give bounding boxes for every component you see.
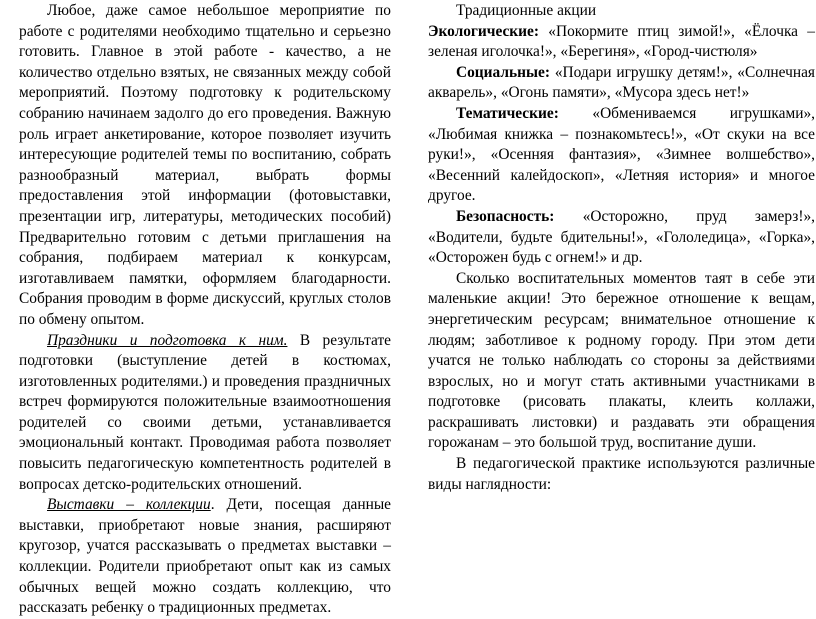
holidays-text: В результате подготовки (выступление детей в костюмах, изготовленных родителями.) и проведения праздничных встреч формируются положительные взаимоотношения родителей со своими детьми, устанавливается эмоциональный контакт. Проводимая работа позволяет повысить педагогическую компетентность родителей в вопросах детско-родительских отношений. [19, 331, 392, 493]
exhibitions-text: . Дети, посещая данные выставки, приобретают новые знания, расширяют кругозор, учатся рассказывать о предметах выставки – коллекции. Родители приобретают опыт как из самых обычных вещей можно создать коллекцию, что рассказать ребенку о традиционных предметах. [19, 496, 392, 617]
right-column [428, 1, 815, 495]
exhibitions-heading: Выставки – коллекции [47, 496, 211, 514]
social-label: Социальные: [456, 63, 550, 81]
thematic-text: «Обмениваемся игрушками», «Любимая книжка – познакомьтесь!», «От скуки на все руки!», «Осенняя фантазия», «Зимнее волшебство», «Весенний калейдоскоп», «Летняя история» и многое другое. [428, 104, 815, 205]
eco-paragraph [428, 22, 815, 63]
holidays-paragraph [19, 331, 391, 496]
exhibitions-paragraph [19, 495, 391, 619]
thematic-paragraph [428, 104, 815, 207]
left-column [19, 1, 391, 619]
social-paragraph [428, 63, 815, 104]
actions-title: Традиционные акции [456, 2, 597, 19]
moments-paragraph: Сколько воспитательных моментов таят в себе эти маленькие акции! Это бережное отношение к вещам, энергетическим ресурсам; внимательное отношение к людям; заботливое к родному городу. При этом дети учатся не только наблюдать со стороны за действиями взрослых, но и могут стать активными участниками в подготовке (рисовать плакаты, клеить коллажи, раскрашивать листовки) и раздавать эти обращения горожанам – это большой труд, воспитание души. [428, 269, 815, 452]
holidays-heading: Праздники и подготовка к ним. [47, 331, 288, 349]
safety-paragraph [428, 207, 815, 269]
thematic-label: Тематические: [456, 104, 559, 122]
safety-text: «Осторожно, пруд замерз!», «Водители, будьте бдительны!», «Гололедица», «Горка», «Осторожен будь с огнем!» и др. [428, 207, 815, 267]
eco-label: Экологические: [428, 22, 540, 40]
safety-label: Безопасность: [456, 207, 555, 225]
visuals-paragraph: В педагогической практике используются различные виды наглядности: [428, 455, 815, 493]
intro-paragraph: Любое, даже самое небольшое мероприятие по работе с родителями необходимо тщательно и серьезно готовить. Главное в этой работе - качество, а не количество отдельно взятых, не связанных между собой мероприятий. Поэтому подготовку к родительскому собранию начинаем задолго до его проведения. Важную роль играет анкетирование, которое позволяет изучить интересующие родителей темы по воспитанию, собрать разнообразный материал, выбрать формы предоставления этой информации (фотовыставки, презентации игр, литературы, методических пособий) Предварительно готовим с детьми приглашения на собрания, подбираем материал к конкурсам, изготавливаем памятки, оформляем благодарности. Собрания проводим в форме дискуссий, круглых столов по обмену опытом. [19, 2, 391, 328]
eco-text: «Покормите птиц зимой!», «Ёлочка – зеленая иголочка!», «Берегиня», «Город-чистюля» [428, 22, 815, 61]
social-text: «Подари игрушку детям!», «Солнечная акварель», «Огонь памяти», «Мусора здесь нет!» [428, 63, 815, 102]
